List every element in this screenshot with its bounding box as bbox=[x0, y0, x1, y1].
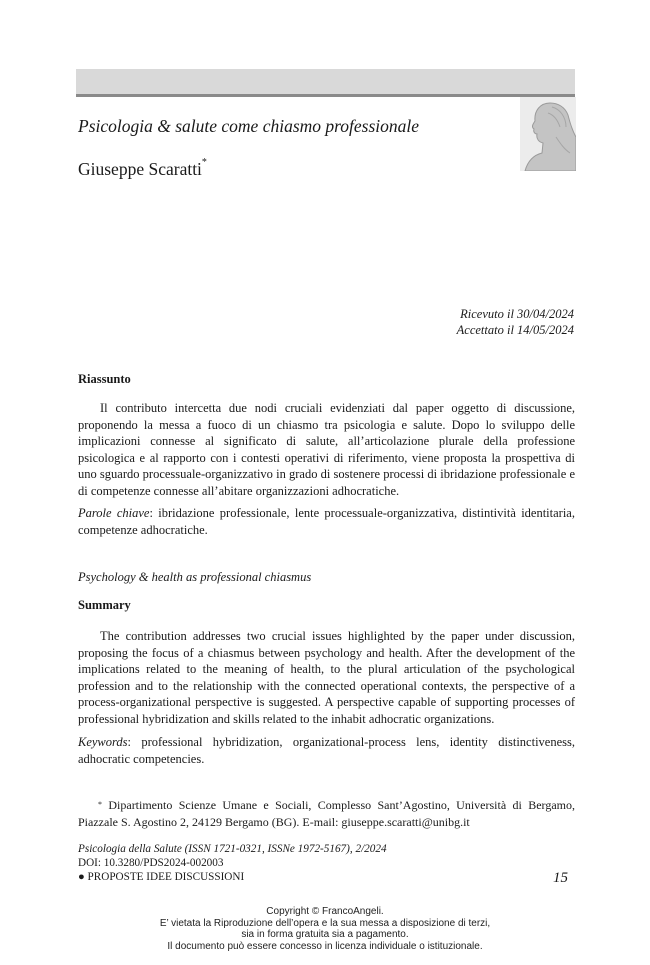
received-date: Ricevuto il 30/04/2024 bbox=[460, 307, 574, 321]
keywords-label: Keywords bbox=[78, 735, 128, 749]
doi: DOI: 10.3280/PDS2024-002003 bbox=[78, 856, 224, 869]
copyright-line-2: E’ vietata la Riproduzione dell’opera e la sua messa a disposizione di terzi, bbox=[159, 917, 491, 929]
copyright-line-4: Il documento può essere concesso in licenza individuale o istituzionale. bbox=[167, 941, 483, 953]
keywords bbox=[78, 734, 575, 767]
page-number: 15 bbox=[553, 870, 568, 886]
parole-chiave bbox=[78, 505, 575, 538]
summary-heading: Summary bbox=[78, 598, 131, 612]
riassunto-heading: Riassunto bbox=[78, 372, 131, 386]
copyright-line-1: Copyright © FrancoAngeli. bbox=[266, 906, 384, 917]
english-title: Psychology & health as professional chiasmus bbox=[78, 570, 312, 584]
footnote-mark: * bbox=[98, 800, 102, 809]
journal-info bbox=[78, 843, 387, 884]
footnote-text: Dipartimento Scienze Umane e Sociali, Complesso Sant’Agostino, Università di Bergamo, Piazzale S. Agostino 2, 24129 Bergamo (BG). E-mail: giuseppe.scaratti@unibg.it bbox=[78, 798, 575, 829]
section-label: ● PROPOSTE IDEE DISCUSSIONI bbox=[78, 870, 245, 883]
journal-logo-portrait bbox=[520, 97, 576, 171]
article-title: Psicologia & salute come chiasmo professionale bbox=[78, 116, 420, 136]
accepted-date: Accettato il 14/05/2024 bbox=[456, 323, 574, 337]
author-name-text: Giuseppe Scaratti bbox=[78, 159, 202, 179]
author-name bbox=[78, 159, 207, 180]
journal-citation: Psicologia della Salute (ISSN 1721-0321, ISSNe 1972-5167), 2/2024 bbox=[78, 843, 387, 855]
copyright-line-3: sia in forma gratuita sia a pagamento. bbox=[241, 929, 409, 941]
author-affiliation-footnote bbox=[78, 797, 575, 830]
header-band bbox=[76, 69, 575, 97]
copyright-notice bbox=[0, 906, 650, 953]
submission-dates bbox=[457, 306, 574, 338]
author-footnote-mark: * bbox=[201, 157, 207, 168]
parole-chiave-label: Parole chiave bbox=[78, 506, 150, 520]
parole-chiave-text: : ibridazione professionale, lente processuale-organizzativa, distintività identitaria, competenze adhocratiche. bbox=[78, 506, 575, 537]
keywords-text: : professional hybridization, organizational-process lens, identity distinctiveness, adhocratic competencies. bbox=[78, 735, 575, 766]
summary-body: The contribution addresses two crucial issues highlighted by the paper under discussion, proposing the focus of a chiasmus between psychology and health. After the development of the implications related to the meaning of health, to the plural articulation of the psychological profession and to the relationship with the connected operational contexts, the perspective of a process-organizational perspective is suggested. A perspective capable of supporting processes of professional hybridization and skills related to the inhabit adhocratic organizations. bbox=[78, 629, 575, 726]
riassunto-body: Il contributo intercetta due nodi cruciali evidenziati dal paper oggetto di discussione, proponendo la messa a fuoco di un chiasmo tra psicologia e salute. Dopo lo sviluppo delle implicazioni connesse al significato di salute, all’articolazione plurale della professione psicologica e al rapporto con i contesti operativi di riferimento, viene proposta la prospettiva di uno sguardo processuale-organizzativo in grado di sostenere processi di ibridazione professionale e di competenze connesse all’abitare organizzazioni adhocratiche. bbox=[78, 401, 575, 498]
